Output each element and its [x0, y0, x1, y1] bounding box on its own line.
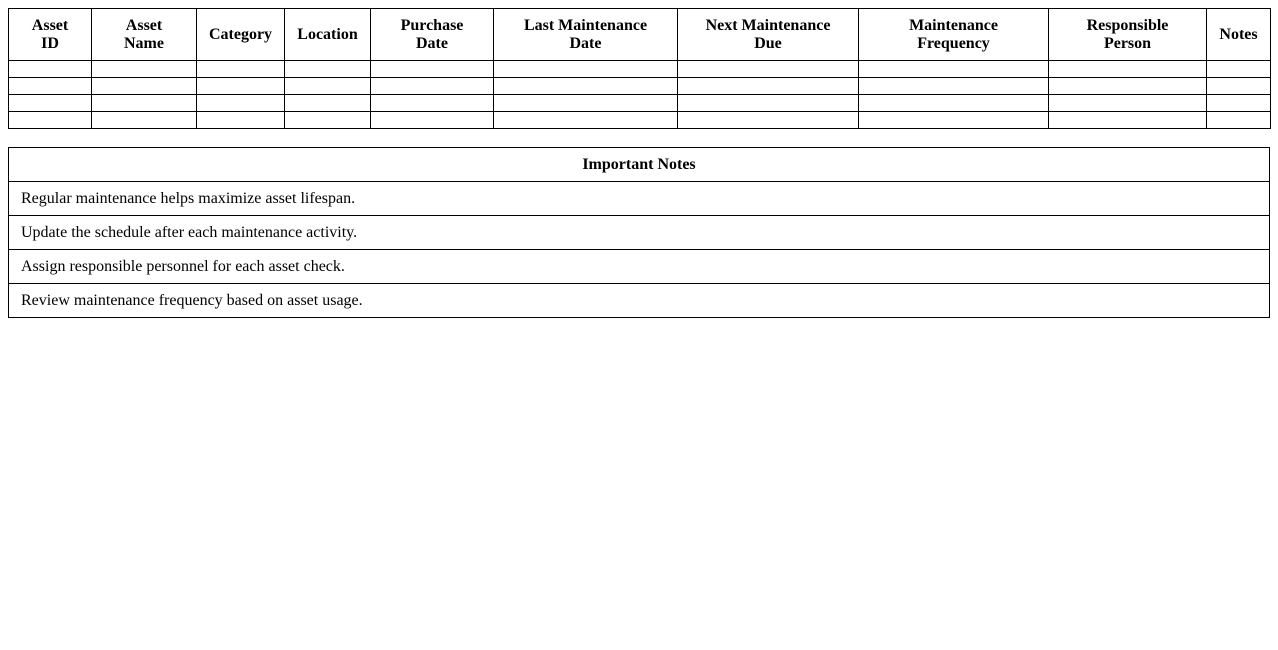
table-cell[interactable] [1207, 61, 1271, 78]
table-row [9, 112, 1271, 129]
table-cell[interactable] [197, 112, 285, 129]
table-cell[interactable] [285, 78, 371, 95]
header-location: Location [285, 9, 371, 61]
note-item: Regular maintenance helps maximize asset lifespan. [9, 182, 1270, 216]
maintenance-schedule-table [8, 8, 1271, 129]
table-cell[interactable] [1049, 95, 1207, 112]
table-cell[interactable] [285, 112, 371, 129]
table-cell[interactable] [494, 61, 678, 78]
header-asset-name: Asset Name [92, 9, 197, 61]
table-cell[interactable] [9, 78, 92, 95]
table-cell[interactable] [859, 61, 1049, 78]
notes-header-row [9, 148, 1270, 182]
header-responsible-person: Responsible Person [1049, 9, 1207, 61]
table-cell[interactable] [371, 61, 494, 78]
header-category: Category [197, 9, 285, 61]
table-row [9, 95, 1271, 112]
table-cell[interactable] [1049, 78, 1207, 95]
table-cell[interactable] [1049, 61, 1207, 78]
table-cell[interactable] [197, 78, 285, 95]
header-maintenance-frequency: Maintenance Frequency [859, 9, 1049, 61]
table-cell[interactable] [197, 95, 285, 112]
important-notes-title: Important Notes [9, 148, 1270, 182]
table-cell[interactable] [859, 78, 1049, 95]
table-cell[interactable] [494, 78, 678, 95]
table-cell[interactable] [92, 95, 197, 112]
table-cell[interactable] [371, 78, 494, 95]
header-next-maintenance-due: Next Maintenance Due [678, 9, 859, 61]
note-item: Update the schedule after each maintenance activity. [9, 216, 1270, 250]
note-row [9, 182, 1270, 216]
table-cell[interactable] [678, 95, 859, 112]
note-row [9, 284, 1270, 318]
table-cell[interactable] [1207, 78, 1271, 95]
table-cell[interactable] [9, 112, 92, 129]
table-cell[interactable] [1049, 112, 1207, 129]
note-item: Assign responsible personnel for each asset check. [9, 250, 1270, 284]
table-cell[interactable] [285, 95, 371, 112]
table-cell[interactable] [92, 112, 197, 129]
header-notes: Notes [1207, 9, 1271, 61]
note-row [9, 216, 1270, 250]
table-cell[interactable] [197, 61, 285, 78]
table-cell[interactable] [371, 95, 494, 112]
table-cell[interactable] [678, 78, 859, 95]
table-cell[interactable] [9, 61, 92, 78]
note-item: Review maintenance frequency based on asset usage. [9, 284, 1270, 318]
table-cell[interactable] [494, 95, 678, 112]
table-cell[interactable] [1207, 95, 1271, 112]
important-notes-table [8, 147, 1270, 318]
table-cell[interactable] [859, 95, 1049, 112]
table-cell[interactable] [494, 112, 678, 129]
table-row [9, 78, 1271, 95]
table-cell[interactable] [9, 95, 92, 112]
table-cell[interactable] [92, 78, 197, 95]
header-asset-id: Asset ID [9, 9, 92, 61]
table-cell[interactable] [92, 61, 197, 78]
table-cell[interactable] [859, 112, 1049, 129]
table-cell[interactable] [371, 112, 494, 129]
table-cell[interactable] [678, 112, 859, 129]
header-purchase-date: Purchase Date [371, 9, 494, 61]
table-header-row [9, 9, 1271, 61]
note-row [9, 250, 1270, 284]
header-last-maintenance-date: Last Maintenance Date [494, 9, 678, 61]
table-cell[interactable] [285, 61, 371, 78]
table-cell[interactable] [1207, 112, 1271, 129]
page-content [8, 8, 1270, 318]
table-cell[interactable] [678, 61, 859, 78]
table-row [9, 61, 1271, 78]
